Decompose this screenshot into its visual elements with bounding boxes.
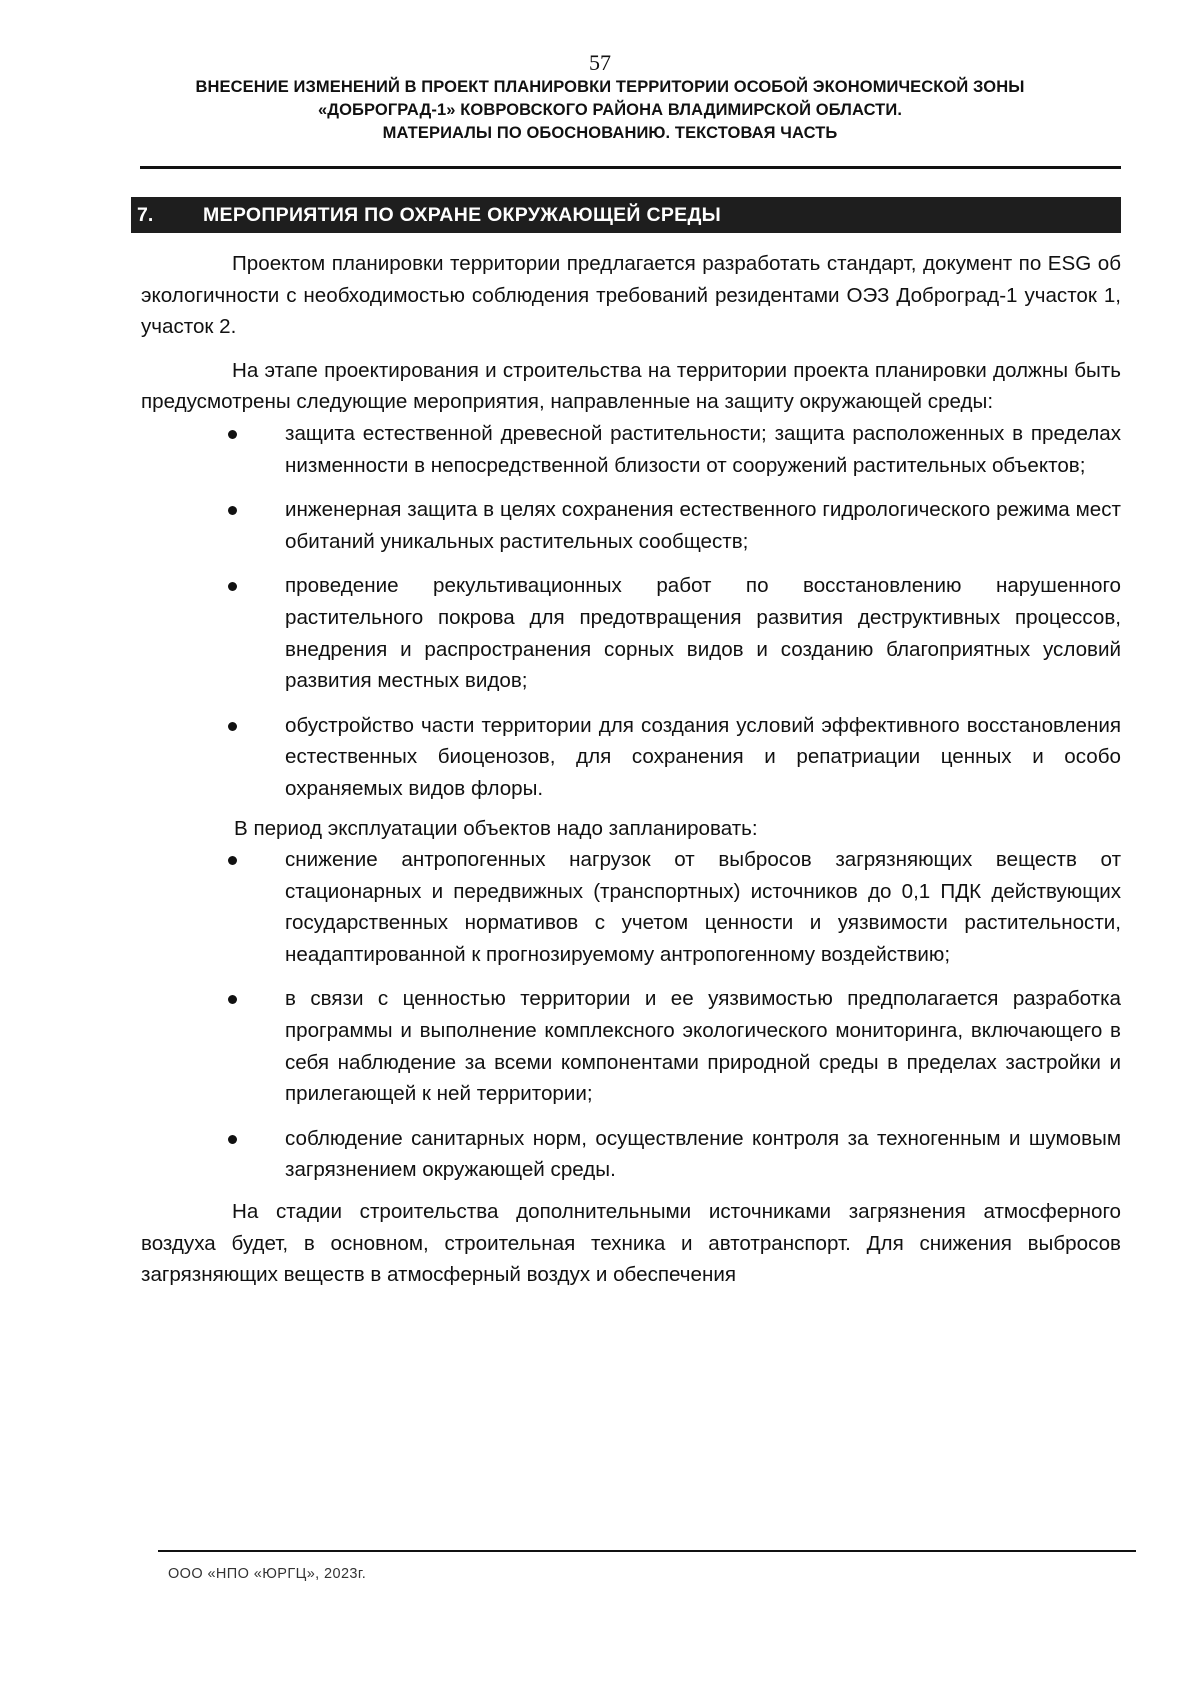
header-line-2: «ДОБРОГРАД-1» КОВРОВСКОГО РАЙОНА ВЛАДИМИРСКОЙ ОБЛАСТИ. (317, 101, 903, 119)
bullet-icon (228, 506, 237, 515)
list-item: обустройство части территории для создания условий эффективного восстановления естественных биоценозов, для сохранения и репатриации ценных и особо охраняемых видов флоры. (141, 710, 1121, 805)
construction-measures-list (141, 418, 1121, 805)
paragraph-operation-period: В период эксплуатации объектов надо запланировать: (234, 816, 758, 840)
list-item: снижение антропогенных нагрузок от выбросов загрязняющих веществ от стационарных и передвижных (транспортных) источников до 0,1 ПДК действующих государственных нормативов с учетом ценности и уязвимости растительности, неадаптированной к прогнозируемому антропогенному воздействию; (141, 844, 1121, 970)
document-body (141, 248, 1121, 1291)
list-item: защита естественной древесной растительности; защита расположенных в пределах низменности в непосредственной близости от сооружений растительных объектов; (141, 418, 1121, 481)
list-item: инженерная защита в целях сохранения естественного гидрологического режима мест обитаний уникальных растительных сообществ; (141, 494, 1121, 557)
section-heading (131, 197, 1121, 233)
footer-divider (158, 1550, 1136, 1552)
bullet-icon (228, 430, 237, 439)
paragraph-design-stage: На этапе проектирования и строительства на территории проекта планировки должны быть предусмотрены следующие мероприятия, направленные на защиту окружающей среды: (141, 358, 1121, 414)
operation-measures-list (141, 844, 1121, 1186)
bullet-icon (228, 582, 237, 591)
paragraph-construction-pollution: На стадии строительства дополнительными источниками загрязнения атмосферного воздуха будет, в основном, строительная техника и автотранспорт. Для снижения выбросов загрязняющих веществ в атмосферный воздух и обеспечения (141, 1200, 1121, 1287)
bullet-icon (228, 856, 237, 865)
document-header (140, 76, 1080, 145)
list-item: в связи с ценностью территории и ее уязвимостью предполагается разработка программы и выполнение комплексного экологического мониторинга, включающего в себя наблюдение за всеми компонентами природной среды в пределах застройки и прилегающей к ней территории; (141, 983, 1121, 1109)
footer-company: ООО «НПО «ЮРГЦ», 2023г. (168, 1566, 367, 1582)
section-number: 7. (137, 204, 154, 226)
header-divider (140, 166, 1121, 169)
bullet-icon (228, 1135, 237, 1144)
list-item: проведение рекультивационных работ по восстановлению нарушенного растительного покрова для предотвращения развития деструктивных процессов, внедрения и распространения сорных видов и созданию благоприятных условий развития местных видов; (141, 570, 1121, 696)
bullet-icon (228, 995, 237, 1004)
header-line-3: МАТЕРИАЛЫ ПО ОБОСНОВАНИЮ. ТЕКСТОВАЯ ЧАСТЬ (382, 124, 838, 142)
list-item: соблюдение санитарных норм, осуществление контроля за техногенным и шумовым загрязнением окружающей среды. (141, 1123, 1121, 1186)
bullet-icon (228, 722, 237, 731)
section-title: МЕРОПРИЯТИЯ ПО ОХРАНЕ ОКРУЖАЮЩЕЙ СРЕДЫ (203, 204, 722, 226)
page-number: 57 (589, 50, 611, 75)
header-line-1: ВНЕСЕНИЕ ИЗМЕНЕНИЙ В ПРОЕКТ ПЛАНИРОВКИ ТЕРРИТОРИИ ОСОБОЙ ЭКОНОМИЧЕСКОЙ ЗОНЫ (195, 78, 1025, 96)
paragraph-esg-standard: Проектом планировки территории предлагается разработать стандарт, документ по ESG об экологичности с необходимостью соблюдения требований резидентами ОЭЗ Доброград-1 участок 1, участок 2. (141, 252, 1121, 339)
